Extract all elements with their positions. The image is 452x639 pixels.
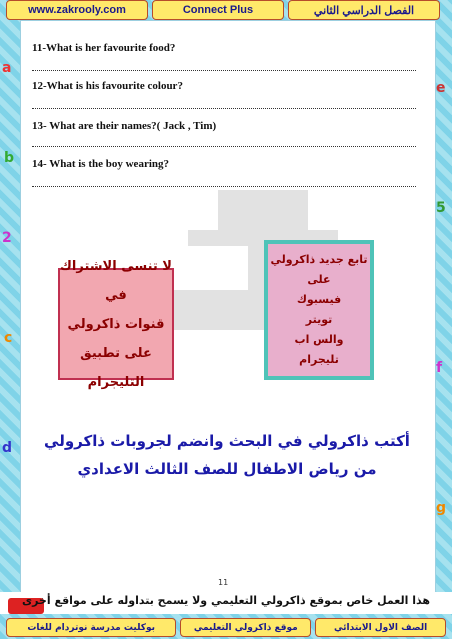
box-right-line: تويتر [305,313,333,326]
box-left-line: لا تنسى الاشتراك في [60,258,172,303]
copyright-note: هذا العمل خاص بموقع ذاكرولي التعليمي ولا يسمح بتداوله على مواقع أخرى [22,594,430,607]
decor-number-icon: 5 [436,200,446,216]
site-tab[interactable]: موقع ذاكرولي التعليمي [180,618,311,637]
box-left-line: قنوات ذاكرولي [67,316,165,332]
box-right-line: فيسبوك [296,293,342,306]
decor-number-icon: 2 [2,230,12,246]
decor-letter-icon: c [4,330,13,346]
grade-tab: الصف الاول الابتدائي [315,618,446,637]
decor-letter-icon: b [4,150,15,166]
book-title-tab: Connect Plus [152,0,284,20]
decor-letter-icon: e [436,80,446,96]
footer-bar [6,618,446,636]
answer-line[interactable] [32,108,416,109]
promo-line-2: من رياض الاطفال للصف الثالث الاعدادي [77,460,377,478]
answer-line[interactable] [32,70,416,71]
question-14: 14- What is the boy wearing? [32,158,169,170]
header-bar [6,0,446,20]
decor-letter-icon: a [2,60,12,76]
question-12: 12-What is his favourite colour? [32,80,183,92]
term-tab: الفصل الدراسي الثاني [288,0,440,20]
box-left-line: على تطبيق التليجرام [80,345,152,390]
telegram-subscribe-box [58,258,174,390]
answer-line[interactable] [32,146,416,147]
social-follow-box [264,240,374,380]
box-right-line: تابع جديد ذاكرولي على [270,253,368,286]
decor-letter-icon: f [436,360,443,376]
page-number: 11 [218,578,229,587]
question-13: 13- What are their names?( Jack , Tim) [32,120,217,132]
box-right-line: تليجرام [299,353,339,366]
decor-letter-icon: g [436,500,447,516]
website-tab[interactable]: www.zakrooly.com [6,0,148,20]
promo-line-1: أكتب ذاكرولي في البحث وانضم لجروبات ذاكرولي [44,432,410,450]
question-11: 11-What is her favourite food? [32,42,176,54]
decor-letter-icon: d [2,440,13,456]
box-right-line: والس اب [294,333,344,346]
answer-line[interactable] [32,186,416,187]
school-tab: بوكليت مدرسة نوتردام للغات [6,618,176,637]
